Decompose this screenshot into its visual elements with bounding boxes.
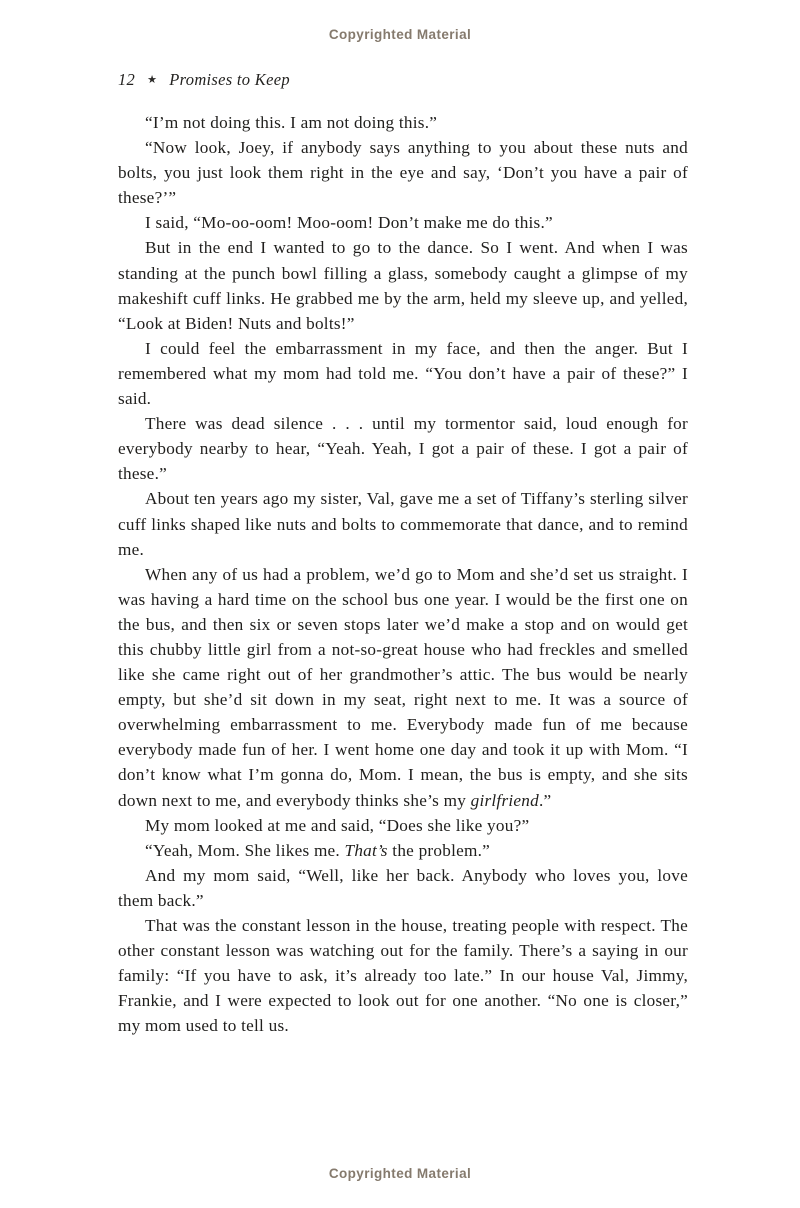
paragraph-text: the problem.” <box>387 840 491 860</box>
copyright-notice-bottom: Copyrighted Material <box>328 1166 472 1181</box>
body-paragraph <box>118 863 688 913</box>
paragraph-text: I said, “Mo-oo-oom! Moo-oom! Don’t make me do this.” <box>145 213 553 233</box>
copyright-notice-top: Copyrighted Material <box>328 27 472 42</box>
paragraph-text: But in the end I wanted to go to the dance. So I went. And when I was standing at the punch bowl filling a glass, somebody caught a glimpse of my makeshift cuff links. He grabbed me by the arm, held my sleeve up, and yelled, “Look at Biden! Nuts and bolts!” <box>118 238 688 333</box>
star-icon: ★ <box>147 74 158 86</box>
paragraph-text: When any of us had a problem, we’d go to Mom and she’d set us straight. I was having a hard time on the school bus one year. I would be the first one on the bus, and then six or seven stops later we’d make a stop and on would get this chubby little girl from a not-so-great house who had freckles and smelled like she came right out of her grandmother’s attic. The bus would be nearly empty, but she’d sit down in my seat, right next to me. It was a source of overwhelming embarrassment to me. Everybody made fun of me because everybody made fun of her. I went home one day and took it up with Mom. “I don’t know what I’m gonna do, Mom. I mean, the bus is empty, and she sits down next to me, and everybody thinks she’s my <box>118 564 688 810</box>
paragraph-text: “I’m not doing this. I am not doing this.” <box>145 113 438 132</box>
paragraph-text: That was the constant lesson in the house, treating people with respect. The other constant lesson was watching out for the family. There’s a saying in our family: “If you have to ask, it’s already too late.” In our house Val, Jimmy, Frankie, and I were expected to look out for one another. “No one is closer,” my mom used to tell us. <box>118 916 688 1036</box>
paragraph-text: My mom looked at me and said, “Does she like you?” <box>145 815 530 835</box>
body-paragraph <box>118 336 688 411</box>
paragraph-text: “Now look, Joey, if anybody says anything to you about these nuts and bolts, you just look them right in the eye and say, ‘Don’t you have a pair of these?’” <box>118 138 688 208</box>
paragraph-text: About ten years ago my sister, Val, gave me a set of Tiffany’s sterling silver cuff links shaped like nuts and bolts to commemorate that dance, and to remind me. <box>118 489 688 559</box>
body-text <box>118 110 688 1038</box>
emphasized-text: girlfriend <box>470 790 539 810</box>
body-paragraph <box>118 562 688 813</box>
body-paragraph <box>118 813 688 838</box>
body-paragraph <box>118 210 688 235</box>
body-paragraph <box>118 235 688 335</box>
paragraph-text: There was dead silence . . . until my tormentor said, loud enough for everybody nearby to hear, “Yeah. Yeah, I got a pair of these. I got a pair of these.” <box>118 414 688 484</box>
body-paragraph <box>118 486 688 561</box>
body-paragraph <box>118 411 688 486</box>
paragraph-text: “Yeah, Mom. She likes me. <box>145 840 345 860</box>
paragraph-text: .” <box>538 790 552 810</box>
book-title: Promises to Keep <box>169 70 290 89</box>
body-paragraph <box>118 913 688 1038</box>
body-paragraph <box>118 110 688 135</box>
paragraph-text: And my mom said, “Well, like her back. Anybody who loves you, love them back.” <box>118 865 688 910</box>
page-number: 12 <box>118 70 136 89</box>
emphasized-text: That’s <box>344 840 388 860</box>
body-paragraph <box>118 838 688 863</box>
running-header <box>118 70 290 90</box>
paragraph-text: I could feel the embarrassment in my face, and then the anger. But I remembered what my mom had told me. “You don’t have a pair of these?” I said. <box>118 338 688 409</box>
body-paragraph <box>118 135 688 210</box>
